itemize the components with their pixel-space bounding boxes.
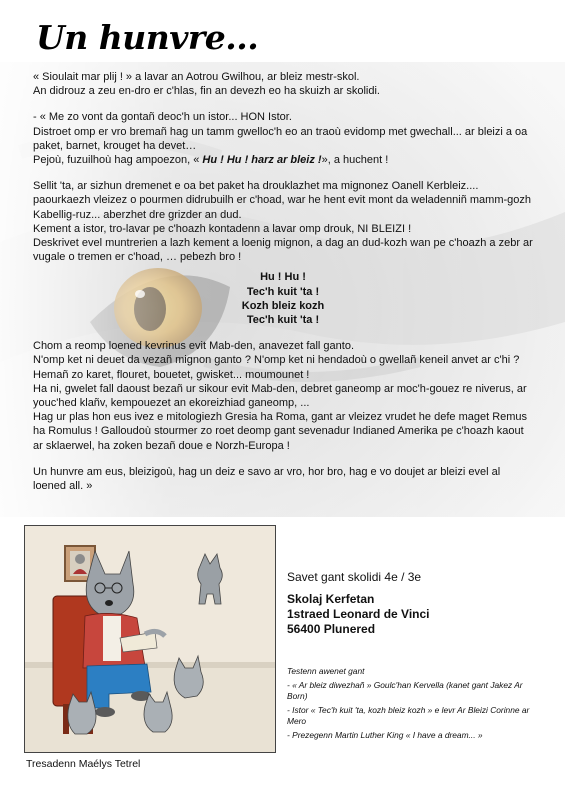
illustration-caption: Tresadenn Maélys Tetrel [26,758,141,770]
story-line: Deskrivet evel muntrerien a lazh kement a loenig mignon, a dag an dud-kozh wan pe c'hoazh a zebr ar vugale o tremen er c'hoad, … pebezh bro ! [33,237,533,264]
source-credits [287,666,537,744]
school-street: 1straed Leonard de Vinci [287,607,430,621]
story-line: - « Me zo vont da gontañ deoc'h un istor... HON Istor. [33,111,292,124]
story-line: Un hunvre am eus, bleizigoù, hag un deiz e savo ar vro, hor bro, hag e vo doujet ar bleizi evel al loened all. » [33,465,501,493]
shout-text: Hu ! Hu ! harz ar bleiz ! [202,154,322,167]
credits-heading: Testenn awenet gant [287,666,365,676]
quote-intro: Pejoù, fuzuilhoù hag ampoezon, « [33,154,203,167]
quote-outro: », a huchent ! [321,154,389,167]
school-info [287,570,537,637]
credit-item: - « Ar bleiz diwezhañ » Goulc'han Kervella (kanet gant Jakez Ar Born) [287,680,523,701]
school-name: Skolaj Kerfetan [287,592,375,606]
story-line [33,153,533,167]
credit-item: - Prezegenn Martin Luther King « I have a dream... » [287,730,483,740]
wolf-reading-illustration [24,525,276,753]
song-chorus [33,270,533,327]
credit-item: - Istor « Tec'h kuit 'ta, kozh bleiz kozh » e levr Ar Bleizi Corinne ar Mero [287,705,530,726]
page-title: Un hunvre... [36,18,259,57]
story-line: Hag ur plas hon eus ivez e mitologiezh Gresia ha Roma, gant ar vleizez vrudet he defe maget Remus ha Romulus ! Galloudoù stourmer zo roet deomp gant sevenadur Indianed Amerika pe c'hoazh kaout ar sklaerwel, ha zoken bezañ doue e Norzh-Europa ! [33,411,528,452]
story-line: An didrouz a zeu en-dro er c'hlas, fin an devezh eo ha skuizh ar skolidi. [33,85,380,98]
story-line: « Sioulait mar plij ! » a lavar an Aotrou Gwilhou, ar bleiz mestr-skol. [33,71,360,83]
story-text [33,70,533,493]
chorus-line: Hu ! Hu ! [260,271,306,284]
story-line: Kement a istor, tro-lavar pe c'hoazh kontadenn a lavar omp drouk, NI BLEIZI ! [33,222,412,235]
story-line: Distroet omp er vro bremañ hag un tamm gwelloc'h eo an traoù evidomp met gwechall... ar bleizi a oa paket, barnet, krouget ha devet… [33,125,528,152]
chorus-line: Tec'h kuit 'ta ! [246,314,320,327]
wolf-teacher-drawing [25,526,275,752]
story-line: Chom a reomp loened kevrinus evit Mab-den, anavezet fall ganto. [33,340,355,353]
saved-by-line: Savet gant skolidi 4e / 3e [287,570,422,584]
school-city: 56400 Plunered [287,622,376,636]
chorus-line: Kozh bleiz kozh [241,299,325,312]
story-line: Ha ni, gwelet fall daoust bezañ ur sikour evit Mab-den, debret ganeomp ar moc'h-gouez re niverus, ar youc'hed klañv, kempouezet an ekoreizhiad ganeomp, ... [33,382,527,410]
story-line: Sellit 'ta, ar sizhun dremenet e oa bet paket ha drouklazhet ma mignonez Oanell Kerbleiz.... paourkaezh vleizez o pourmen didrubuilh er c'hoad, war he hent evit mont da weladenniñ mamm-gozh Kabellig-ruz... aberzhet dre grizder an dud. [33,180,531,221]
story-line: N'omp ket ni deuet da vezañ mignon ganto ? N'omp ket ni hendadoù o gwellañ keneil anvet ar c'hi ? Hemañ zo karet, flouret, bouetet, gwisket... moumounet ! [33,354,520,381]
chorus-line: Tec'h kuit 'ta ! [246,285,320,298]
